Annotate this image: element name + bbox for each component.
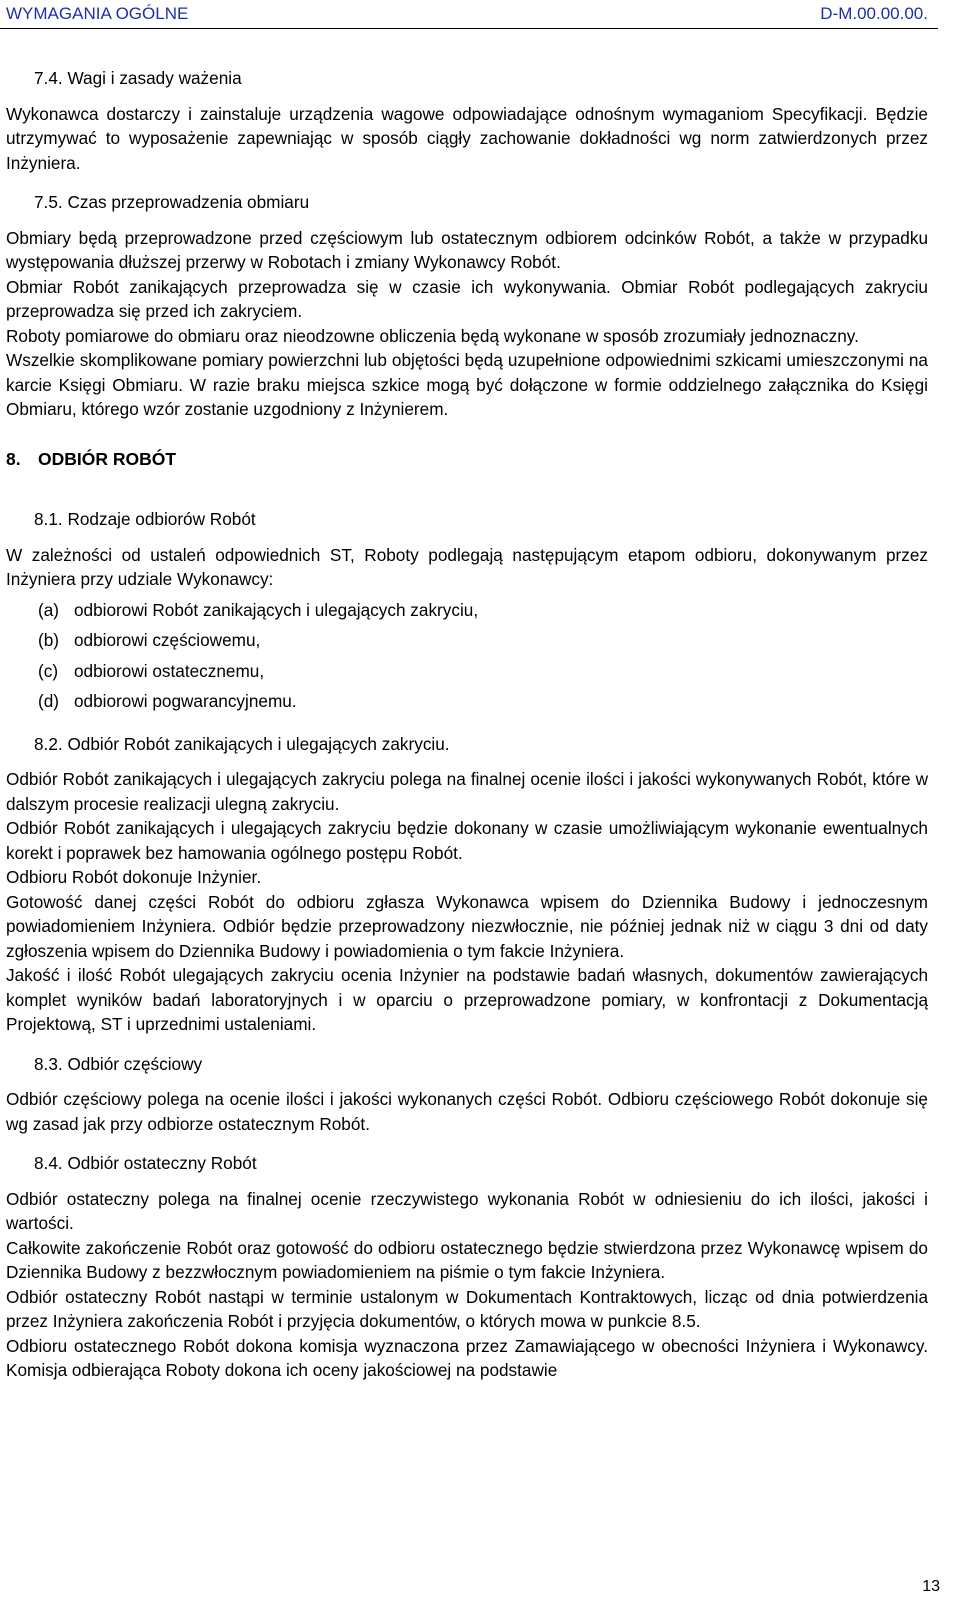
section-8-4-paragraph: Odbiór ostateczny polega na finalnej ocenie rzeczywistego wykonania Robót w odniesieniu do ich ilości, jakości i wartości. — [6, 1188, 928, 1233]
section-8-2-paragraph: Odbiór Robót zanikających i ulegających zakryciu będzie dokonany w czasie umożliwiającym wykonanie ewentualnych korekt i poprawek bez hamowania ogólnego postępu Robót. — [6, 818, 928, 863]
section-8-4-paragraph: Odbiór ostateczny Robót nastąpi w terminie ustalonym w Dokumentach Kontraktowych, licząc od dnia potwierdzenia przez Inżyniera zakończenia Robót i przyjęcia dokumentów, o których mowa w punkcie 8.5. — [6, 1286, 928, 1331]
list-marker: (d) — [38, 691, 60, 711]
list-item-text: odbiorowi Robót zanikających i ulegających zakryciu, — [74, 599, 479, 620]
list-item — [38, 659, 928, 684]
list-marker: (a) — [38, 599, 60, 620]
section-8-title: ODBIÓR ROBÓT — [38, 448, 177, 469]
document-body — [6, 66, 928, 1383]
section-8-3-paragraph: Odbiór częściowy polega na ocenie ilości i jakości wykonanych części Robót. Odbioru częściowego Robót dokonuje się wg zasad jak przy odbiorze ostatecznym Robót. — [6, 1089, 928, 1134]
section-8-3-heading: 8.3. Odbiór częściowy — [34, 1053, 203, 1074]
section-8-2-paragraph: Gotowość danej części Robót do odbioru zgłasza Wykonawca wpisem do Dziennika Budowy i jednoczesnym powiadomieniem Inżyniera. Odbiór będzie przeprowadzony niezwłocznie, nie później jednak niż w ciągu 3 dni od daty zgłoszenia wpisem do Dziennika Budowy i powiadomienia o tym fakcie Inżyniera. — [6, 891, 928, 961]
section-8-1-heading: 8.1. Rodzaje odbiorów Robót — [34, 509, 256, 529]
list-item — [38, 689, 928, 714]
list-marker: (b) — [38, 630, 60, 650]
section-8-1-paragraph: W zależności od ustaleń odpowiednich ST, Roboty podlegają następującym etapom odbioru, dokonywanym przez Inżyniera przy udziale Wykonawcy: — [6, 544, 928, 589]
section-8-2-heading: 8.2. Odbiór Robót zanikających i ulegających zakryciu. — [34, 733, 450, 754]
list-item — [38, 628, 928, 653]
list-marker: (c) — [38, 660, 59, 681]
section-8-2-paragraph: Jakość i ilość Robót ulegających zakryciu ocenia Inżynier na podstawie badań własnych, dokumentów zawierających komplet wyników badań laboratoryjnych i w oparciu o przeprowadzone pomiary, w konfrontacji z Dokumentacją Projektową, ST i uprzednimi ustaleniami. — [6, 965, 928, 1034]
section-8-2-paragraph: Odbioru Robót dokonuje Inżynier. — [6, 867, 262, 887]
list-item-text: odbiorowi częściowemu, — [74, 630, 261, 650]
section-7-4-heading: 7.4. Wagi i zasady ważenia — [34, 68, 242, 88]
section-8-4-paragraph: Całkowite zakończenie Robót oraz gotowość do odbioru ostatecznego będzie stwierdzona przez Wykonawcę wpisem do Dziennika Budowy z bezzwłocznym powiadomieniem na piśmie o tym fakcie Inżyniera. — [6, 1237, 928, 1282]
section-8-4-paragraph: Odbioru ostatecznego Robót dokona komisja wyznaczona przez Zamawiającego w obecności Inżyniera i Wykonawcy. Komisja odbierająca Roboty dokona ich oceny jakościowej na podstawie — [6, 1335, 928, 1380]
section-8-2-paragraph: Odbiór Robót zanikających i ulegających zakryciu polega na finalnej ocenie ilości i jakości wykonywanych Robót, które w dalszym procesie realizacji ulegną zakryciu. — [6, 769, 928, 814]
section-8-heading — [6, 447, 928, 472]
section-8-4-heading: 8.4. Odbiór ostateczny Robót — [34, 1153, 257, 1173]
section-7-5-paragraph: Wszelkie skomplikowane pomiary powierzchni lub objętości będą uzupełnione odpowiednimi szkicami umieszczonymi na karcie Księgi Obmiaru. W razie braku miejsca szkice mogą być dołączone w formie oddzielnego załącznika do Księgi Obmiaru, którego wzór zostanie uzgodniony z Inżynierem. — [6, 350, 928, 419]
section-7-5-heading: 7.5. Czas przeprowadzenia obmiaru — [34, 192, 310, 212]
list-item-text: odbiorowi ostatecznemu, — [74, 660, 265, 681]
page-header — [0, 0, 938, 29]
list-item-text: odbiorowi pogwarancyjnemu. — [74, 691, 297, 711]
header-document-title: WYMAGANIA OGÓLNE — [6, 4, 189, 23]
section-7-4-paragraph: Wykonawca dostarczy i zainstaluje urządzenia wagowe odpowiadające odnośnym wymaganiom Specyfikacji. Będzie utrzymywać to wyposażenie zapewniając w sposób ciągły zachowanie dokładności wg norm zatwierdzonych przez Inżyniera. — [6, 103, 928, 173]
header-document-code: D-M.00.00.00. — [820, 4, 928, 23]
section-7-5-paragraph: Obmiar Robót zanikających przeprowadza się w czasie ich wykonywania. Obmiar Robót podlegających zakryciu przeprowadza się przed ich zakryciem. — [6, 276, 928, 321]
section-8-number: 8. — [6, 448, 21, 469]
section-7-5-paragraph: Obmiary będą przeprowadzone przed częściowym lub ostatecznym odbiorem odcinków Robót, a także w przypadku występowania dłuższej przerwy w Robotach i zmiany Wykonawcy Robót. — [6, 227, 928, 272]
page-number: 13 — [922, 1578, 940, 1595]
list-item — [38, 598, 928, 623]
section-7-5-paragraph: Roboty pomiarowe do obmiaru oraz nieodzowne obliczenia będą wykonane w sposób zrozumiały jednoznaczny. — [6, 325, 859, 346]
